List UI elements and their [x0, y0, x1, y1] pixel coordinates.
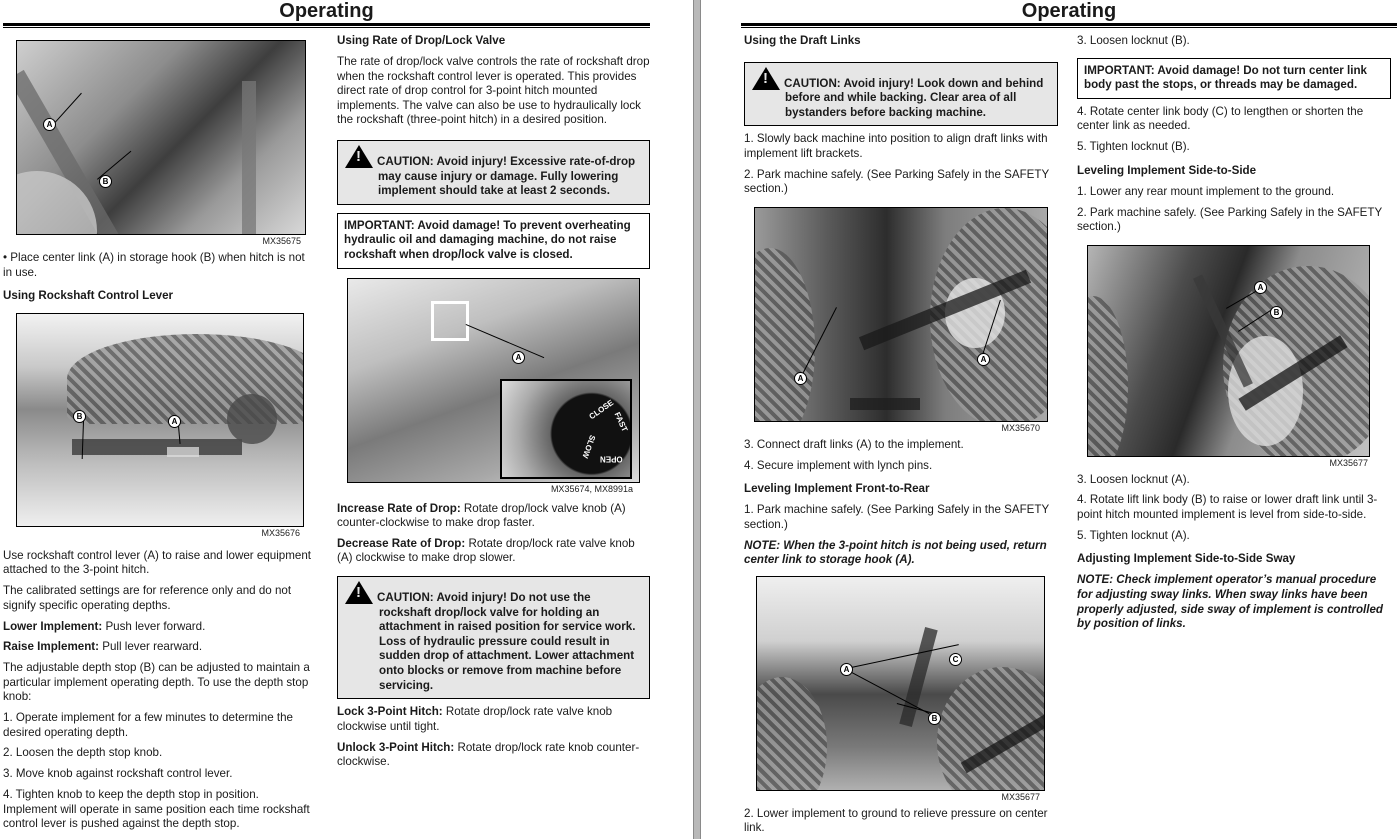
- paragraph: Use rockshaft control lever (A) to raise and lower equipment attached to the 3-point hitch.: [3, 548, 312, 577]
- note: NOTE: When the 3-point hitch is not being used, return center link to storage hook (A).: [744, 538, 1047, 567]
- callout-b: B: [1270, 306, 1283, 319]
- step: 3. Connect draft links (A) to the implement.: [744, 437, 964, 451]
- paragraph: The calibrated settings are for reference only and do not signify specific operating depths.: [3, 584, 292, 612]
- figure-caption: MX35677: [1329, 457, 1368, 468]
- lock-hitch: Lock 3-Point Hitch: Rotate drop/lock rate valve knob clockwise until tight.: [337, 705, 613, 733]
- figure-caption: MX35674, MX8991a: [550, 483, 633, 494]
- highlight-box: [431, 301, 469, 341]
- callout-a: A: [168, 415, 181, 428]
- figure-mx35677: [756, 576, 1045, 791]
- step: 1. Operate implement for a few minutes to determine the desired operating depth.: [3, 711, 293, 739]
- caution-box: ! CAUTION: Avoid injury! Do not use the rockshaft drop/lock valve for holding an attachment in raised position for service work. Loss of hydraulic pressure could result in sudden drop of attachment. Lower attachment onto blocks or remove from machine before servicing.: [337, 576, 650, 699]
- important-box: IMPORTANT: Avoid damage! To prevent overheating hydraulic oil and damaging machine, do not raise rockshaft when drop/lock valve is closed.: [337, 213, 650, 269]
- figure-caption: MX35675: [262, 236, 301, 246]
- step: 5. Tighten locknut (A).: [1077, 528, 1190, 542]
- warning-icon: [752, 67, 780, 90]
- callout-b: B: [928, 712, 941, 725]
- step: 3. Move knob against rockshaft control lever.: [3, 767, 233, 781]
- paragraph: The rate of drop/lock valve controls the rate of rockshaft drop when the rockshaft control lever is operated. This provides direct rate of drop control for 3-point hitch mounted implements. The valve can also be use to hydraulically lock the rockshaft (three-point hitch) in a desired position.: [337, 54, 650, 127]
- step: 2. Lower implement to ground to relieve pressure on center link.: [744, 806, 1048, 835]
- caution-box: ! CAUTION: Avoid injury! Look down and behind before and while backing. Clear area of all bystanders before backing machine.: [744, 62, 1058, 127]
- callout-a: A: [43, 118, 56, 131]
- paragraph: The adjustable depth stop (B) can be adjusted to maintain a particular implement operating depth. To use the depth stop knob:: [3, 661, 310, 704]
- callout-a: A: [1254, 281, 1267, 294]
- section-heading: Leveling Implement Side-to-Side: [1077, 163, 1257, 177]
- figure-mx35674: [347, 278, 640, 483]
- step: 4. Rotate lift link body (B) to raise or lower draft link until 3-point hitch mounted implement is level from side-to-side.: [1077, 493, 1378, 522]
- column-2: [337, 34, 650, 776]
- step: 2. Loosen the depth stop knob.: [3, 746, 163, 760]
- page-title: Operating: [1021, 0, 1117, 22]
- step: 1. Slowly back machine into position to align draft links with implement lift brackets.: [744, 132, 1048, 160]
- figure-mx35676: [16, 313, 304, 527]
- figure-caption: MX35676: [261, 527, 300, 538]
- callout-a: A: [794, 372, 807, 385]
- callout-b: B: [99, 175, 112, 188]
- step: 5. Tighten locknut (B).: [1077, 140, 1190, 154]
- column-4: [1077, 34, 1391, 638]
- lower-implement: Lower Implement: Push lever forward.: [3, 619, 206, 633]
- figure-mx35675: [16, 40, 306, 235]
- left-page: [0, 0, 693, 839]
- step: 1. Lower any rear mount implement to the ground.: [1077, 184, 1335, 198]
- callout-a: A: [512, 351, 525, 364]
- callout-c: C: [949, 653, 962, 666]
- section-heading: Adjusting Implement Side-to-Side Sway: [1077, 552, 1296, 566]
- step: 3. Loosen locknut (B).: [1077, 34, 1190, 47]
- figure-mx35677: [1087, 245, 1370, 457]
- section-heading: Using Rockshaft Control Lever: [3, 289, 174, 303]
- raise-implement: Raise Implement: Pull lever rearward.: [3, 640, 203, 654]
- warning-icon: [345, 581, 373, 604]
- unlock-hitch: Unlock 3-Point Hitch: Rotate drop/lock rate knob counter-clockwise.: [337, 740, 640, 769]
- step: 3. Loosen locknut (A).: [1077, 472, 1190, 486]
- step: 1. Park machine safely. (See Parking Safely in the SAFETY section.): [744, 503, 1050, 531]
- page-title: Operating: [279, 0, 374, 22]
- page-divider: [693, 0, 701, 839]
- step: 4. Rotate center link body (C) to lengthen or shorten the center link as needed.: [1077, 104, 1364, 133]
- increase-rate: Increase Rate of Drop: Rotate drop/lock valve knob (A) counter-clockwise to make drop faster.: [337, 501, 626, 530]
- step: 2. Park machine safely. (See Parking Safely in the SAFETY section.): [1077, 205, 1383, 234]
- callout-b: B: [73, 410, 86, 423]
- column-1: [3, 40, 316, 838]
- step: 2. Park machine safely. (See Parking Safely in the SAFETY section.): [744, 167, 1050, 196]
- callout-a: A: [977, 353, 990, 366]
- figure-mx35670: [754, 207, 1048, 422]
- caution-box: ! CAUTION: Avoid injury! Excessive rate-of-drop may cause injury or damage. Fully lowering implement should take at least 2 seconds.: [337, 140, 650, 205]
- column-3: [744, 34, 1058, 839]
- important-box: IMPORTANT: Avoid damage! Do not turn center link body past the stops, or threads may be damaged.: [1077, 58, 1391, 99]
- title-rule: [741, 23, 1397, 28]
- section-heading: Using Rate of Drop/Lock Valve: [337, 34, 506, 47]
- step: 4. Secure implement with lynch pins.: [744, 458, 933, 472]
- title-rule: [3, 23, 650, 28]
- section-heading: Using the Draft Links: [744, 34, 861, 47]
- warning-icon: [345, 145, 373, 168]
- decrease-rate: Decrease Rate of Drop: Rotate drop/lock rate valve knob (A) clockwise to make drop slower.: [337, 536, 635, 565]
- figure-caption: MX35670: [1001, 422, 1040, 433]
- note: NOTE: Check implement operator’s manual procedure for adjusting sway links. When sway links have been properly adjusted, side sway of implement is controlled by position of links.: [1077, 573, 1384, 631]
- bullet-text: • Place center link (A) in storage hook (B) when hitch is not in use.: [3, 251, 305, 279]
- right-page: [701, 0, 1397, 839]
- section-heading: Leveling Implement Front-to-Rear: [744, 482, 930, 496]
- callout-a: A: [840, 663, 853, 676]
- figure-caption: MX35677: [1001, 791, 1040, 802]
- knob-inset: CLOSE FAST SLOW OPEN: [500, 379, 632, 479]
- step: 4. Tighten knob to keep the depth stop in position. Implement will operate in same position each time rockshaft control lever is pushed against the depth stop.: [3, 788, 310, 831]
